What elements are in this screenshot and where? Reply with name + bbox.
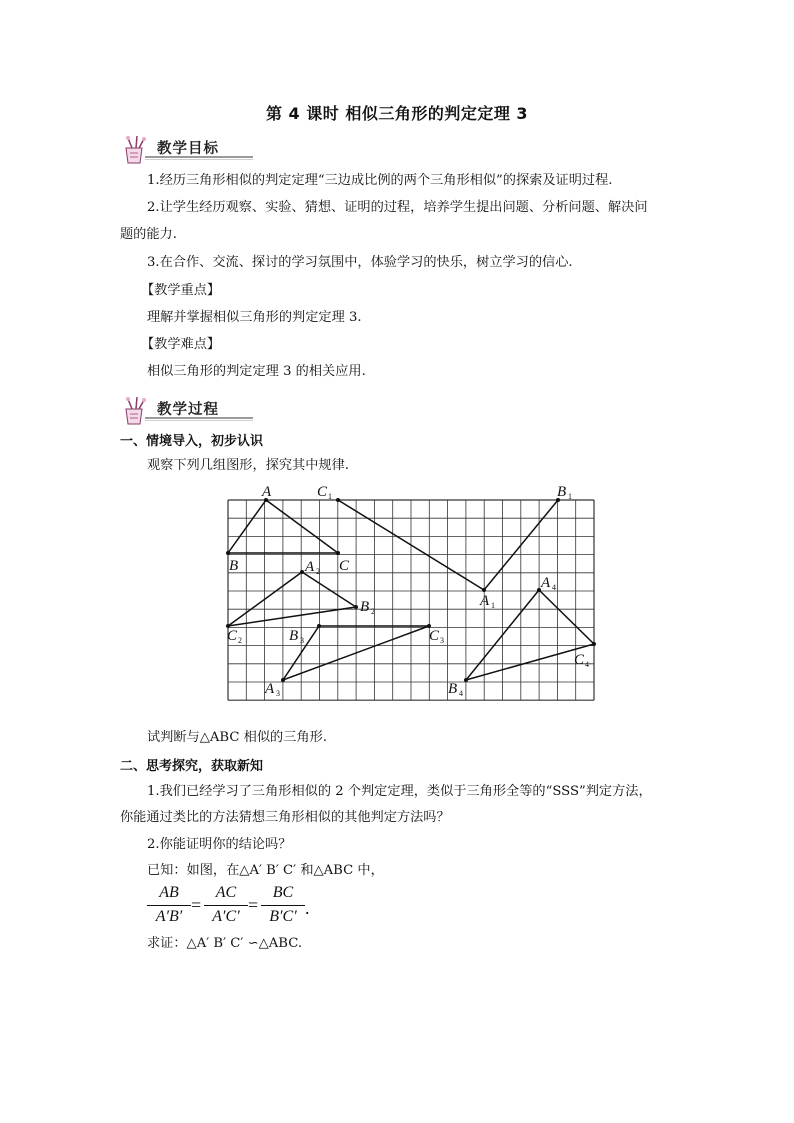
label-A1-sub: 1	[491, 601, 495, 610]
difficult-point-text: 相似三角形的判定定理 3 的相关应用.	[147, 364, 366, 379]
goal-item-2-cont: 题的能力.	[120, 227, 177, 242]
page-title: 第 4 课时 相似三角形的判定定理 3	[265, 104, 529, 123]
grid	[228, 500, 594, 700]
goal-item-3: 3.在合作、交流、探讨的学习氛围中，体验学习的快乐，树立学习的信心.	[147, 255, 573, 270]
goals-banner-label: 教学目标	[157, 141, 219, 157]
triangle-grid-figure	[215, 480, 605, 705]
difficult-point-heading: 【教学难点】	[141, 337, 221, 352]
fraction-bc: BC B′C′	[261, 884, 305, 928]
label-C4: C	[574, 652, 585, 668]
pencil-cup-icon	[117, 395, 157, 427]
label-C3-sub: 3	[440, 636, 444, 645]
label-A3: A	[265, 681, 275, 697]
section-2-heading: 二、思考探究，获取新知	[120, 759, 264, 774]
process-banner	[117, 395, 254, 425]
label-C4-sub: 4	[585, 660, 589, 669]
goal-item-1: 1.经历三角形相似的判定定理“三边成比例的两个三角形相似”的探索及证明过程.	[147, 173, 613, 188]
label-C2: C	[227, 628, 238, 644]
label-B4-sub: 4	[459, 689, 463, 698]
section-2-q2: 2.你能证明你的结论吗？	[147, 837, 292, 852]
triangle-a2b2c2	[228, 572, 356, 626]
section-1-heading: 一、情境导入，初步认识	[120, 434, 264, 449]
label-B2-sub: 2	[371, 607, 375, 616]
label-C3: C	[429, 628, 440, 644]
pencil-cup-icon	[117, 134, 157, 166]
label-B2: B	[360, 599, 370, 615]
label-A2: A	[305, 559, 315, 575]
label-C2-sub: 2	[238, 636, 242, 645]
label-B1-sub: 1	[568, 492, 572, 501]
label-C1-sub: 1	[328, 492, 332, 501]
label-A2-sub: 2	[316, 567, 320, 576]
section-1-intro: 观察下列几组图形，探究其中规律.	[147, 458, 350, 473]
fraction-ac: AC A′C′	[204, 884, 248, 928]
label-A: A	[262, 484, 272, 500]
label-C1: C	[317, 484, 328, 500]
label-A4: A	[541, 575, 551, 591]
given-statement: 已知：如图，在△A′ B′ C′ 和△ABC 中，	[147, 863, 384, 878]
section-2-q1-cont: 你能通过类比的方法猜想三角形相似的其他判定方法吗？	[120, 810, 450, 825]
section-1-question: 试判断与△ABC 相似的三角形.	[147, 730, 327, 745]
fraction-ab: AB A′B′	[147, 884, 191, 928]
label-A1: A	[480, 593, 490, 609]
label-B1: B	[557, 484, 567, 500]
goals-banner	[117, 134, 254, 164]
period: .	[305, 898, 310, 918]
label-C: C	[339, 558, 350, 574]
prove-statement: 求证：△A′ B′ C′ ∽△ABC.	[147, 936, 303, 951]
label-B3: B	[289, 628, 299, 644]
goal-item-2: 2.让学生经历观察、实验、猜想、证明的过程，培养学生提出问题、分析问题、解决问	[147, 200, 648, 215]
label-B4: B	[448, 681, 458, 697]
label-B3-sub: 3	[300, 636, 304, 645]
label-B: B	[229, 558, 239, 574]
section-2-q1: 1.我们已经学习了三角形相似的 2 个判定定理，类似于三角形全等的“SSS”判定方法，	[147, 784, 652, 799]
label-A4-sub: 4	[552, 583, 556, 592]
key-point-text: 理解并掌握相似三角形的判定定理 3.	[147, 310, 362, 325]
process-banner-label: 教学过程	[157, 402, 219, 418]
key-point-heading: 【教学重点】	[141, 283, 221, 298]
equals-sign: =	[191, 895, 202, 915]
equals-sign: =	[248, 895, 259, 915]
label-A3-sub: 3	[276, 689, 280, 698]
